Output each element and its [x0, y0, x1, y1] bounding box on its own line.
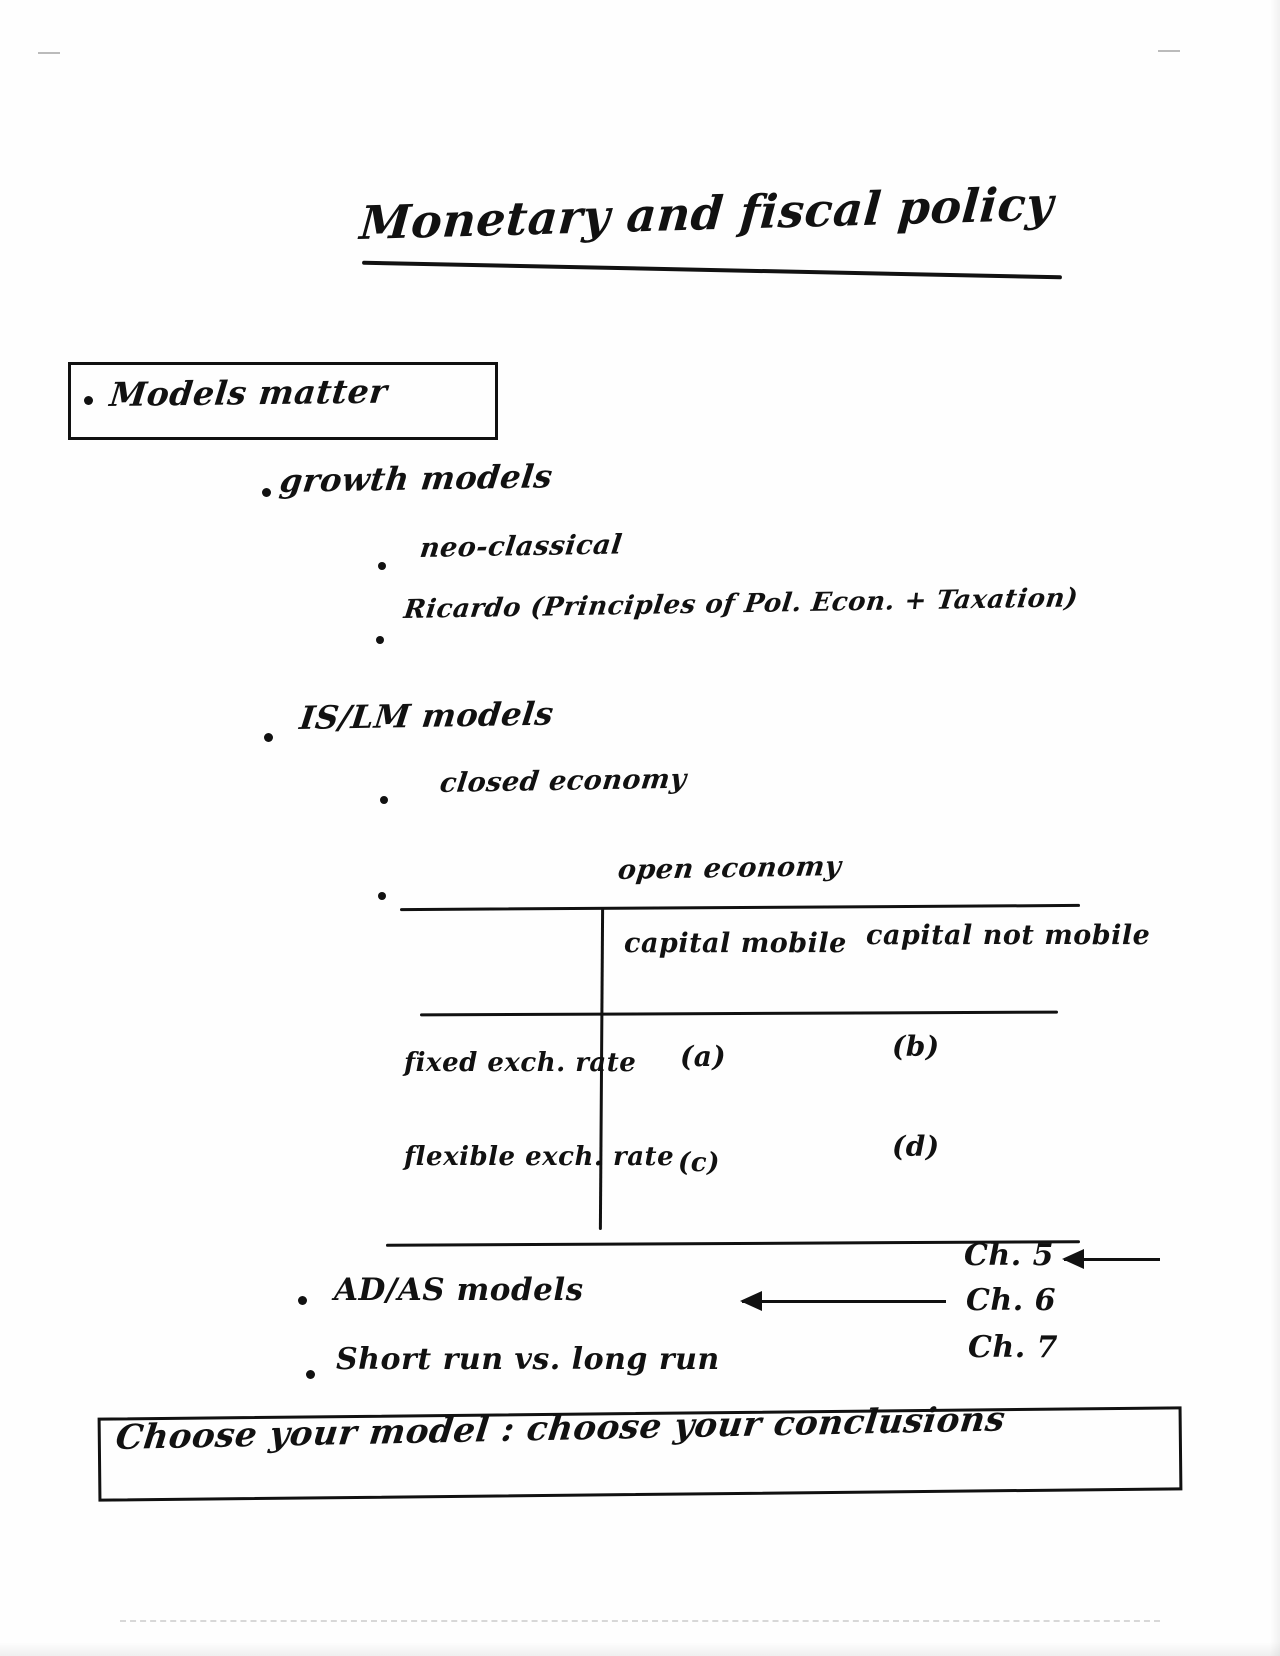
bullet-icon	[84, 396, 93, 405]
outline-item-adas-models: AD/AS models	[334, 1272, 584, 1308]
scanner-mark-top-right	[1158, 50, 1180, 52]
table-row-header-flexible-exch-rate: flexible exch. rate	[404, 1142, 675, 1172]
outline-item-short-run-vs-long-run: Short run vs. long run	[336, 1342, 720, 1377]
outline-item-neoclassical: neo-classical	[418, 529, 624, 564]
bullet-icon	[264, 733, 273, 742]
bullet-icon	[376, 636, 384, 644]
table-cell-c: (c)	[678, 1148, 720, 1178]
table-cell-a: (a)	[680, 1040, 727, 1073]
scanner-mark-top-left	[38, 52, 60, 54]
bullet-icon	[378, 562, 386, 570]
page-right-shadow	[1270, 0, 1280, 1656]
bullet-icon	[380, 796, 388, 804]
models-matter-label: Models matter	[107, 371, 390, 414]
page-title: Monetary and fiscal policy	[357, 176, 1056, 251]
table-row-header-fixed-exch-rate: fixed exch. rate	[404, 1048, 637, 1078]
bullet-icon	[262, 488, 271, 497]
outline-item-closed-economy: closed economy	[438, 763, 689, 799]
outline-item-islm-models: IS/LM models	[297, 694, 556, 737]
table-cell-b: (b)	[892, 1030, 940, 1063]
chapter-ref-ch7: Ch. 7	[968, 1330, 1058, 1365]
page-bottom-dashed-edge	[120, 1620, 1160, 1622]
bullet-icon	[378, 892, 386, 900]
chapter-ref-ch5: Ch. 5	[964, 1238, 1054, 1273]
page-bottom-shadow	[0, 1642, 1280, 1656]
table-cell-d: (d)	[892, 1130, 940, 1163]
table-caption-open-economy: open economy	[616, 851, 844, 886]
bullet-icon	[306, 1370, 315, 1379]
bullet-icon	[298, 1296, 307, 1305]
table-col-header-capital-not-mobile: capital not mobile	[866, 920, 1151, 951]
title-underline	[362, 261, 1062, 280]
table-header-rule	[420, 1011, 1058, 1017]
chapter-ref-ch6: Ch. 6	[966, 1283, 1056, 1318]
conclusion-text: Choose your model : choose your conclusions	[113, 1399, 1008, 1458]
outline-item-growth-models: growth models	[277, 457, 555, 500]
outline-item-ricardo: Ricardo (Principles of Pol. Econ. + Taxation)	[402, 583, 1080, 625]
table-top-rule	[400, 904, 1080, 911]
table-col-header-capital-mobile: capital mobile	[624, 928, 847, 959]
